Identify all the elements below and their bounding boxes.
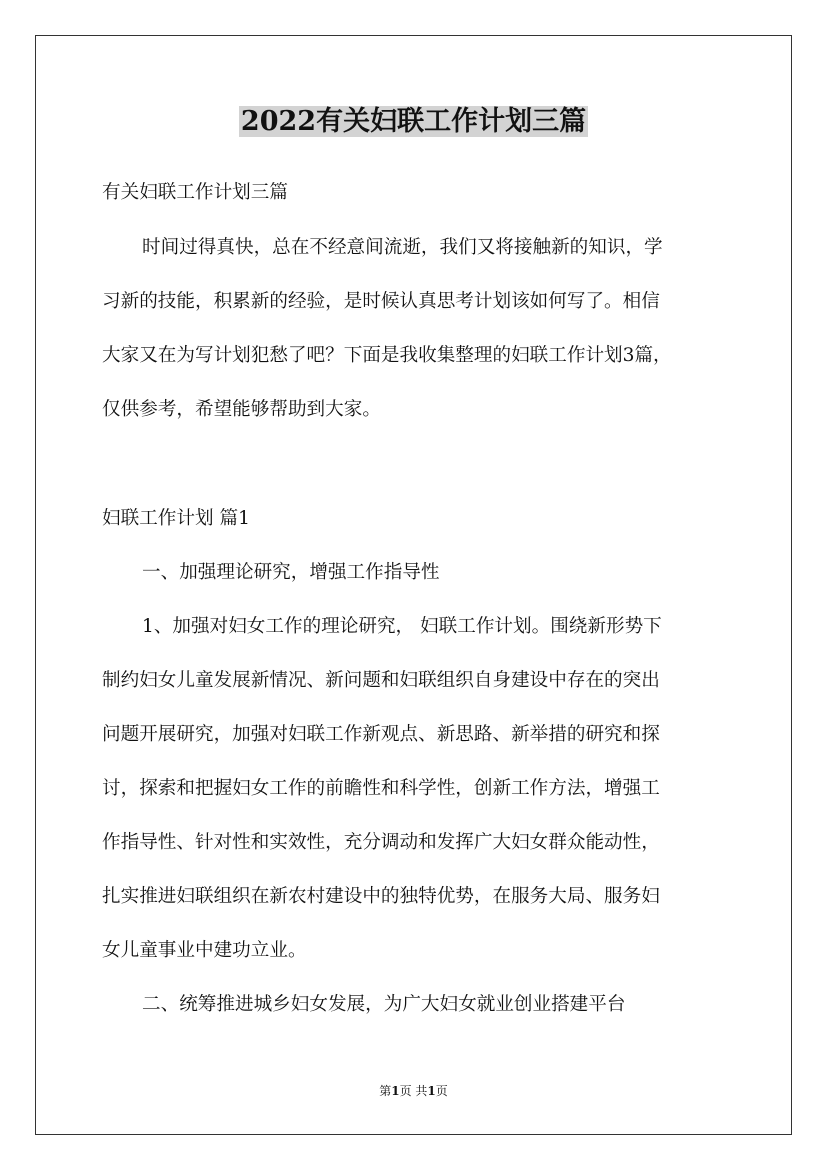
document-title-text: 2022有关妇联工作计划三篇 <box>240 106 587 137</box>
item-one-line-2: 制约妇女儿童发展新情况、新问题和妇联组织自身建设中存在的突出 <box>102 670 660 691</box>
item-one-line-3: 问题开展研究，加强对妇联工作新观点、新思路、新举措的研究和探 <box>102 724 660 745</box>
item-one-line-5: 作指导性、针对性和实效性，充分调动和发挥广大妇女群众能动性， <box>102 832 660 853</box>
item-one-line-7: 女儿童事业中建功立业。 <box>102 940 307 961</box>
item-one-line-4: 讨，探索和把握妇女工作的前瞻性和科学性，创新工作方法，增强工 <box>102 778 660 799</box>
document-subtitle: 有关妇联工作计划三篇 <box>102 182 288 203</box>
footer-page-number: 1 <box>391 1084 400 1098</box>
item-one-line-1: 1、加强对妇女工作的理论研究， 妇联工作计划。围绕新形势下 <box>142 616 662 637</box>
document-title <box>0 102 827 142</box>
heading-one: 一、加强理论研究，增强工作指导性 <box>142 562 440 583</box>
intro-line-2: 习新的技能，积累新的经验，是时候认真思考计划该如何写了。相信 <box>102 291 660 312</box>
intro-line-4: 仅供参考，希望能够帮助到大家。 <box>102 399 381 420</box>
section-heading: 妇联工作计划 篇1 <box>102 508 250 529</box>
footer-total-pages: 1 <box>427 1084 436 1098</box>
intro-line-3: 大家又在为写计划犯愁了吧？下面是我收集整理的妇联工作计划3篇， <box>102 345 672 366</box>
intro-line-1: 时间过得真快，总在不经意间流逝，我们又将接触新的知识，学 <box>142 237 663 258</box>
footer-prefix: 第 <box>379 1084 392 1098</box>
item-one-line-6: 扎实推进妇联组织在新农村建设中的独特优势，在服务大局、服务妇 <box>102 886 660 907</box>
heading-two: 二、统筹推进城乡妇女发展，为广大妇女就业创业搭建平台 <box>142 994 626 1015</box>
footer-page-suffix: 页 共 <box>399 1084 428 1098</box>
page-footer <box>0 1083 827 1099</box>
footer-total-suffix: 页 <box>435 1084 448 1098</box>
